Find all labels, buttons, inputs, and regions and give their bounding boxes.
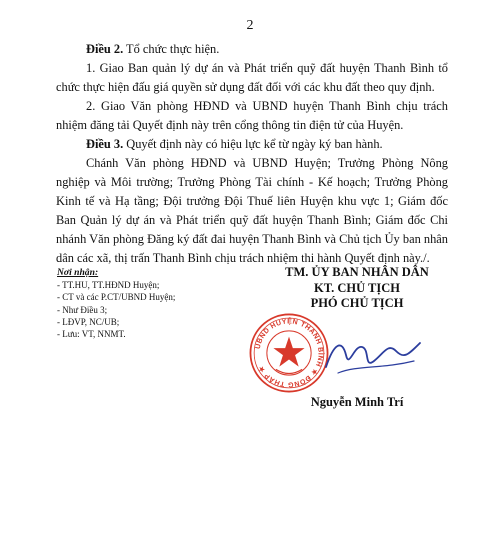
document-body [56, 40, 448, 268]
signature-line-3: PHÓ CHỦ TỊCH [310, 296, 404, 310]
recipient-item: - LĐVP, NC/UB; [57, 316, 120, 327]
article-2-title: Tổ chức thực hiện. [123, 42, 220, 56]
article-2-label: Điều 2. [86, 42, 124, 56]
article-3-label: Điều 3. [86, 137, 124, 151]
signature-line-1: TM. ỦY BAN NHÂN DÂN [285, 265, 429, 279]
article-3-title: Quyết định này có hiệu lực kể từ ngày ký ban hành. [123, 137, 383, 151]
recipients-block [57, 267, 257, 340]
handwritten-signature-icon [318, 325, 428, 385]
signer-name: Nguyễn Minh Trí [310, 395, 404, 409]
recipient-item: - TT.HU, TT.HĐND Huyện; [57, 280, 160, 291]
recipient-item: - Như Điều 3; [57, 304, 108, 315]
recipients-title: Nơi nhận: [57, 267, 99, 278]
article-2-heading [56, 40, 448, 59]
signature-line-2: KT. CHỦ TỊCH [313, 280, 400, 295]
recipient-item: - CT và các P.CT/UBND Huyện; [57, 292, 176, 303]
recipient-item: - Lưu: VT, NNMT. [57, 329, 126, 340]
article-3-heading [56, 135, 448, 154]
page-number: 2 [246, 18, 254, 33]
article-2-item-1: 1. Giao Ban quản lý dự án và Phát triển quỹ đất huyện Thanh Bình tổ chức thực hiện đấu giá quyền sử dụng đất đối với các khu đất theo quy định. [56, 61, 448, 94]
svg-text:UBND HUYỆN THANH BÌNH ★ ĐỒNG T: UBND HUYỆN THANH BÌNH ★ ĐỒNG THÁP ★ [254, 318, 324, 388]
signature-heading [262, 265, 452, 312]
article-2-item-2: 2. Giao Văn phòng HĐND và UBND huyện Thanh Bình chịu trách nhiệm đăng tải Quyết định này trên cổng thông tin điện tử của Huyện. [56, 99, 448, 132]
article-3-responsibility: Chánh Văn phòng HĐND và UBND Huyện; Trưởng Phòng Nông nghiệp và Môi trường; Trưởng Phòng Tài chính - Kế hoạch; Trưởng Phòng Kinh tế và Hạ tầng; Đội trưởng Đội Thuế liên Huyện khu vực 1; Giám đốc Ban Quản lý dự án và Phát triển quỹ đất huyện Thanh Bình; Giám đốc Chi nhánh Văn phòng Đăng ký đất đai huyện Thanh Bình và Chủ tịch Ủy ban nhân dân các xã, thị trấn Thanh Bình chịu trách nhiệm thi hành Quyết định này./. [56, 156, 448, 265]
